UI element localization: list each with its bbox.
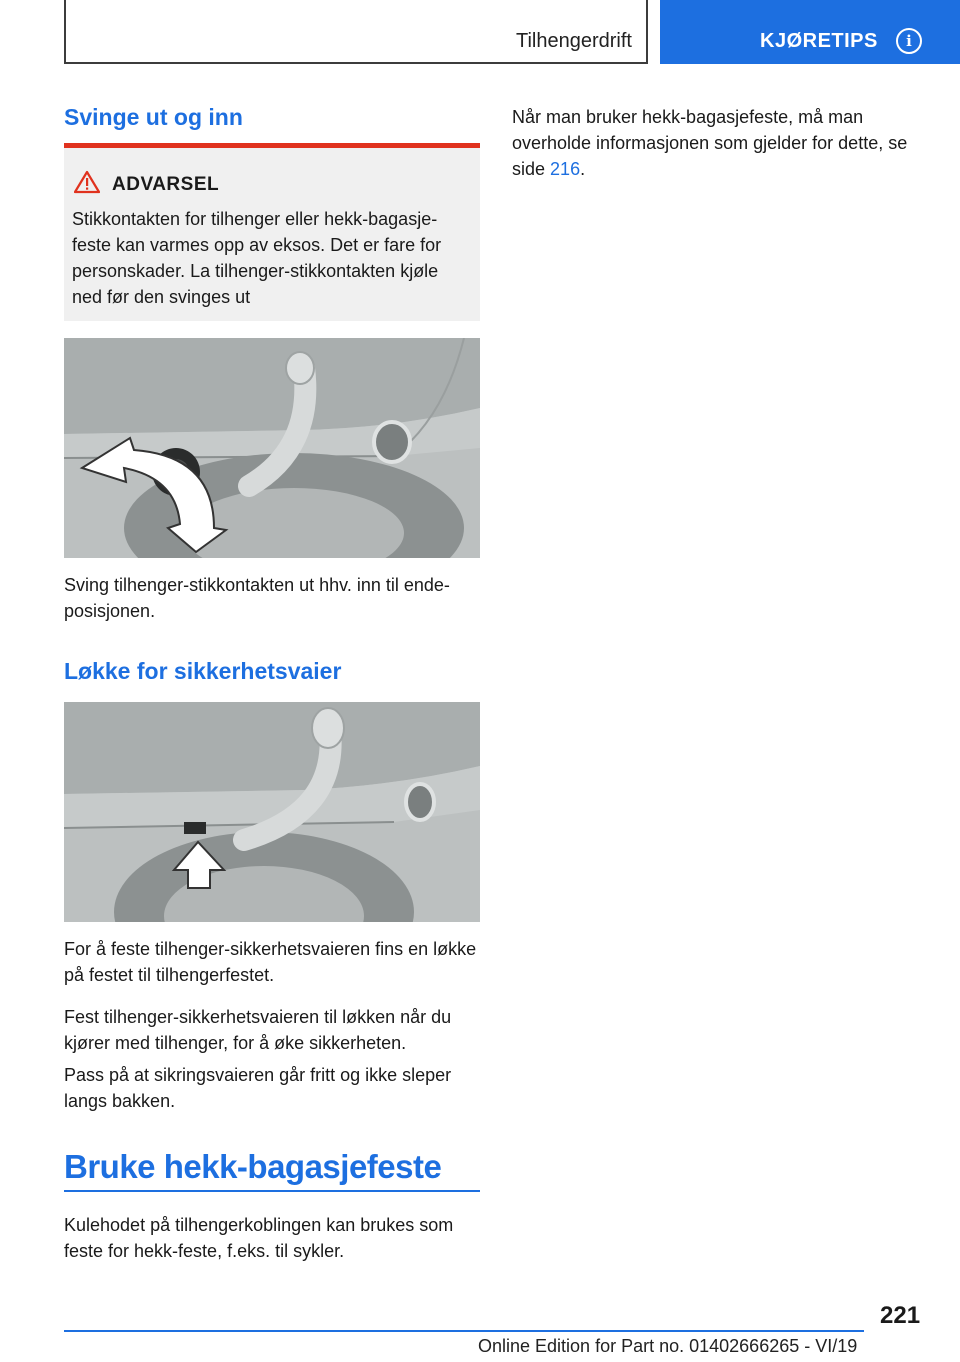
chapter-tab[interactable] bbox=[660, 0, 960, 64]
rack-info-end: . bbox=[580, 159, 586, 179]
warning-text: Stikkontakten for tilhenger eller hekk-bagasje-feste kan varmes opp av eksos. Det er fare for personskader. La tilhenger-stikkontakten kjøle ned før den svinges ut bbox=[72, 209, 442, 307]
rack-info-text: Når man bruker hekk-bagasjefeste, må man overholde informasjonen som gjelder for dette, se side bbox=[512, 107, 908, 179]
safety-loop-image bbox=[64, 702, 480, 922]
paragraph-loop-1: For å feste tilhenger-sikkerhetsvaieren fins en løkke på festet til tilhengerfestet. bbox=[64, 939, 477, 985]
heading-bike-rack: Bruke hekk-bagasjefeste bbox=[64, 1148, 480, 1192]
warning-box bbox=[64, 143, 480, 321]
paragraph-loop-3: Pass på at sikringsvaieren går fritt og ikke sleper langs bakken. bbox=[64, 1065, 452, 1111]
tow-socket-swing-image bbox=[64, 338, 480, 558]
heading-loop: Løkke for sikkerhetsvaier bbox=[64, 658, 342, 684]
header-section-box bbox=[64, 0, 648, 64]
paragraph-bike-rack: Kulehodet på tilhengerkoblingen kan brukes som feste for hekk-feste, f.eks. til sykler. bbox=[64, 1215, 454, 1261]
footer-edition: Online Edition for Part no. 01402666265 - VI/19 bbox=[478, 1336, 858, 1356]
info-icon[interactable]: i bbox=[896, 28, 922, 54]
page-number: 221 bbox=[880, 1302, 921, 1329]
caption-swing: Sving tilhenger-stikkontakten ut hhv. inn til ende-posisjonen. bbox=[64, 575, 450, 621]
section-title: Tilhengerdrift bbox=[516, 30, 632, 52]
paragraph-loop-2: Fest tilhenger-sikkerhetsvaieren til løkken når du kjører med tilhenger, for å øke sikkerheten. bbox=[64, 1007, 452, 1053]
footer-divider bbox=[64, 1330, 864, 1332]
page-reference-link[interactable]: 216 bbox=[550, 159, 581, 179]
warning-title: ADVARSEL bbox=[112, 174, 220, 195]
chapter-title: KJØRETIPS bbox=[760, 30, 878, 52]
heading-swing: Svinge ut og inn bbox=[64, 104, 243, 130]
paragraph-rack-info bbox=[512, 104, 932, 182]
warning-triangle-icon bbox=[74, 170, 100, 194]
